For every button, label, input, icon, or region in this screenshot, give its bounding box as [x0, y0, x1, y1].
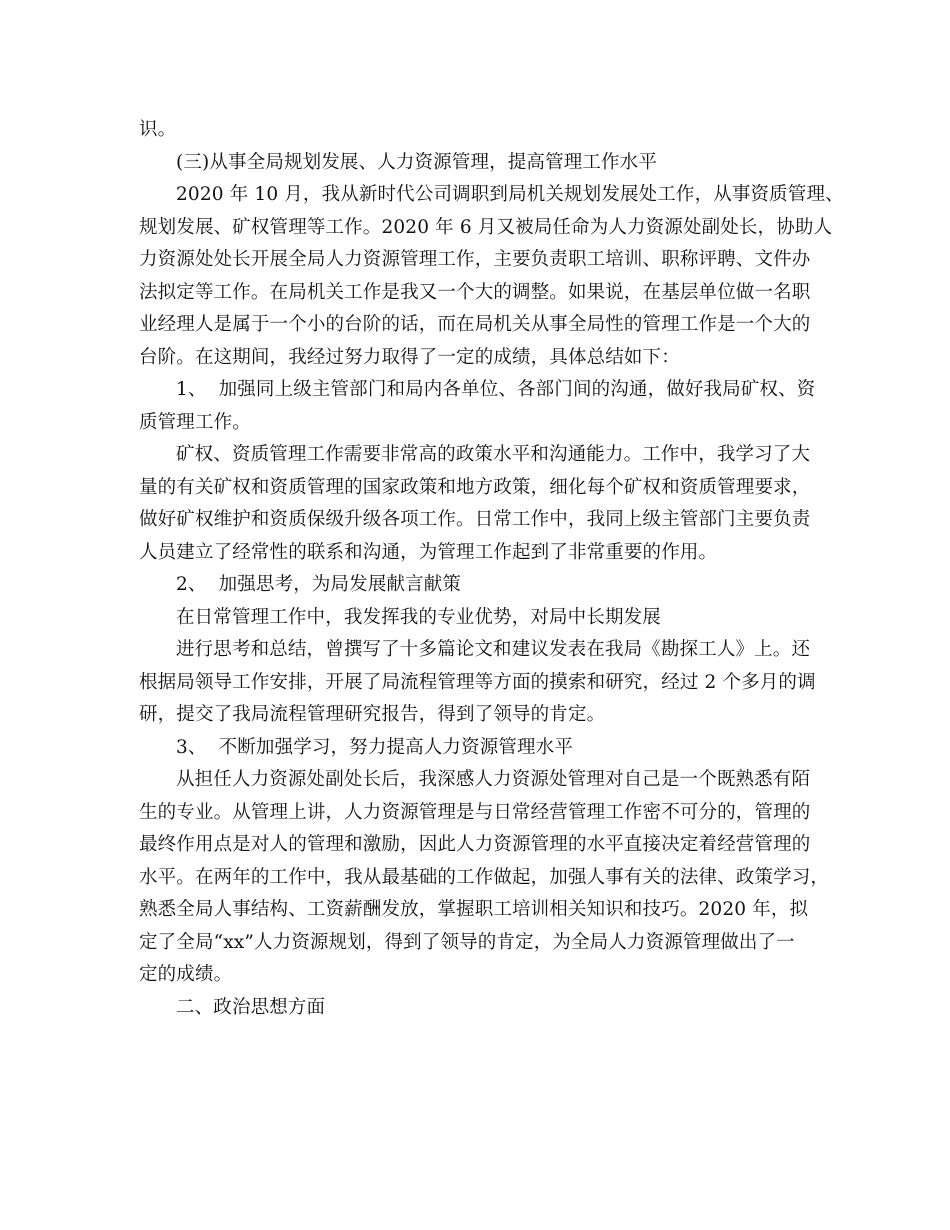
list-item-heading: 3、 不断加强学习，努力提高人力资源管理水平 — [176, 736, 573, 758]
paragraph-line: 台阶。在这期间，我经过努力取得了一定的成绩，具体总结如下： — [139, 346, 680, 368]
section-heading: 二、政治思想方面 — [176, 996, 326, 1018]
paragraph-line: 在日常管理工作中，我发挥我的专业优势，对局中长期发展 — [176, 606, 661, 628]
text-line: 识。 — [139, 119, 177, 140]
list-item-heading: 2、 加强思考，为局发展献言献策 — [176, 574, 462, 595]
paragraph-line: 定的成绩。 — [139, 964, 233, 985]
paragraph-line: 质管理工作。 — [139, 411, 251, 433]
paragraph-line: 从担任人力资源处副处长后，我深感人力资源处管理对自己是一个既熟悉有陌 — [176, 769, 811, 790]
paragraph-line: 量的有关矿权和资质管理的国家政策和地方政策，细化每个矿权和资质管理要求， — [139, 476, 811, 498]
paragraph-line: 熟悉全局人事结构、工资薪酬发放，掌握职工培训相关知识和技巧。2020 年，拟 — [139, 899, 809, 920]
paragraph-line: 人员建立了经常性的联系和沟通，为管理工作起到了非常重要的作用。 — [139, 541, 718, 563]
list-item-heading: 1、 加强同上级主管部门和局内各单位、各部门间的沟通，做好我局矿权、资 — [176, 379, 816, 400]
paragraph-line: 根据局领导工作安排，开展了局流程管理等方面的摸索和研究，经过 2 个多月的调 — [139, 671, 816, 693]
paragraph-line: 2020 年 10 月，我从新时代公司调职到局机关规划发展处工作，从事资质管理、 — [176, 184, 844, 205]
paragraph-line: 水平。在两年的工作中，我从最基础的工作做起，加强人事有关的法律、政策学习， — [139, 866, 830, 888]
paragraph-line: 业经理人是属于一个小的台阶的话，而在局机关从事全局性的管理工作是一个大的 — [139, 314, 811, 335]
document-body — [139, 114, 844, 1024]
paragraph-line: 定了全局“xx”人力资源规划，得到了领导的肯定，为全局人力资源管理做出了一 — [139, 931, 795, 953]
paragraph-line: 生的专业。从管理上讲，人力资源管理是与日常经营管理工作密不可分的，管理的 — [139, 801, 811, 823]
paragraph-line: 矿权、资质管理工作需要非常高的政策水平和沟通能力。工作中，我学习了大 — [176, 444, 811, 465]
paragraph-line: 规划发展、矿权管理等工作。2020 年 6 月又被局任命为人力资源处副处长，协助人 — [139, 216, 833, 238]
paragraph-line: 研，提交了我局流程管理研究报告，得到了领导的肯定。 — [139, 704, 606, 725]
paragraph-line: 法拟定等工作。在局机关工作是我又一个大的调整。如果说，在基层单位做一名职 — [139, 281, 811, 303]
paragraph-line: 做好矿权维护和资质保级升级各项工作。日常工作中，我同上级主管部门主要负责 — [139, 509, 811, 530]
paragraph-line: 最终作用点是对人的管理和激励，因此人力资源管理的水平直接决定着经营管理的 — [139, 834, 811, 855]
paragraph-line: 力资源处处长开展全局人力资源管理工作，主要负责职工培训、职称评聘、文件办 — [139, 249, 811, 270]
section-heading: (三)从事全局规划发展、人力资源管理，提高管理工作水平 — [176, 151, 657, 173]
paragraph-line: 进行思考和总结，曾撰写了十多篇论文和建议发表在我局《勘探工人》上。还 — [176, 639, 811, 660]
